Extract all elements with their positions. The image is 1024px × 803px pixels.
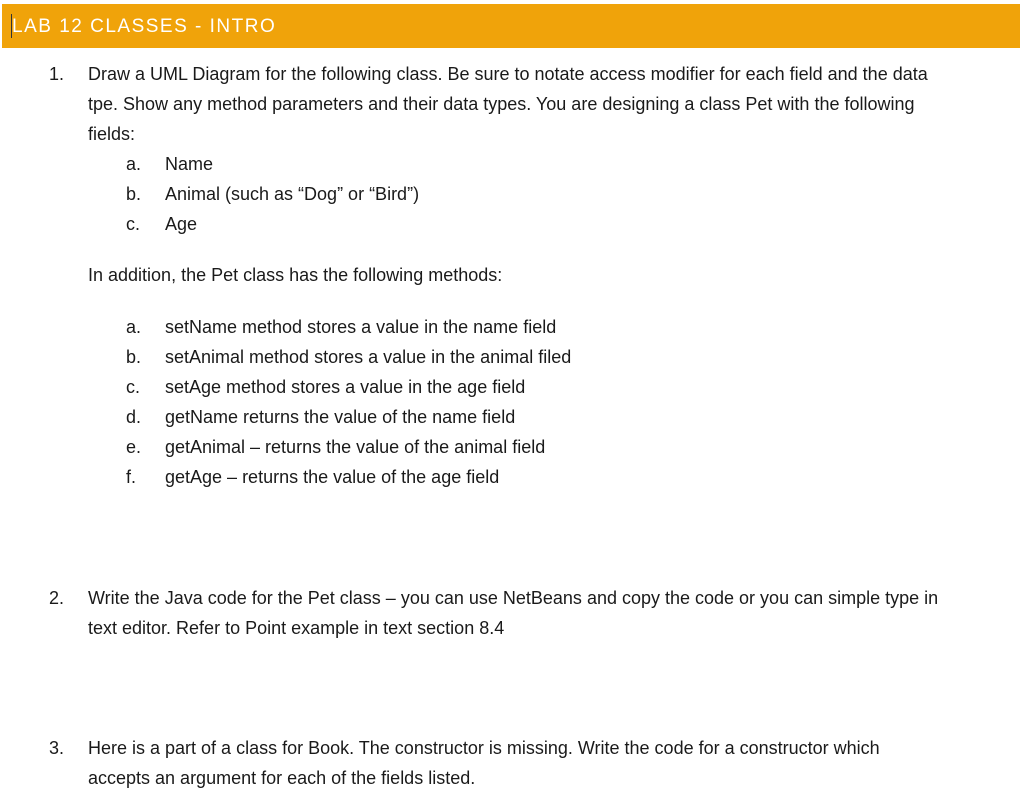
list-marker: f.: [126, 467, 137, 487]
question-text-line: tpe. Show any method parameters and their data types. You are designing a class Pet with the following: [88, 94, 915, 114]
list-item-text: Name: [165, 154, 214, 174]
list-item-text: setAge method stores a value in the age field: [165, 377, 526, 397]
list-item-text: setName method stores a value in the name field: [165, 317, 557, 337]
list-item-text: Animal (such as “Dog” or “Bird”): [165, 184, 420, 204]
list-marker: b.: [126, 347, 142, 367]
list-marker: b.: [126, 184, 142, 204]
list-item-text: getAge – returns the value of the age field: [165, 467, 500, 487]
methods-intro: In addition, the Pet class has the following methods:: [88, 265, 503, 285]
list-item-text: setAnimal method stores a value in the animal filed: [165, 347, 572, 367]
question-text-line: accepts an argument for each of the fields listed.: [88, 768, 476, 788]
question-number: 2.: [49, 588, 65, 608]
question-text-line: Write the Java code for the Pet class – you can use NetBeans and copy the code or you can simple type in: [88, 588, 939, 608]
question-text-line: Here is a part of a class for Book. The constructor is missing. Write the code for a constructor which: [88, 738, 880, 758]
list-item-text: getAnimal – returns the value of the animal field: [165, 437, 546, 457]
list-marker: c.: [126, 214, 141, 234]
list-marker: c.: [126, 377, 141, 397]
question-number: 3.: [49, 738, 65, 758]
section-header: [2, 4, 1020, 48]
list-marker: a.: [126, 317, 142, 337]
question-text-line: fields:: [88, 124, 136, 144]
list-item-text: getName returns the value of the name field: [165, 407, 516, 427]
question-text-line: text editor. Refer to Point example in text section 8.4: [88, 618, 505, 638]
question-number: 1.: [49, 64, 65, 84]
question-text-line: Draw a UML Diagram for the following class. Be sure to notate access modifier for each field and the data: [88, 64, 928, 84]
list-marker: a.: [126, 154, 142, 174]
page-title: LAB 12 CLASSES - INTRO: [12, 16, 277, 37]
list-marker: e.: [126, 437, 142, 457]
list-marker: d.: [126, 407, 142, 427]
list-item-text: Age: [165, 214, 198, 234]
